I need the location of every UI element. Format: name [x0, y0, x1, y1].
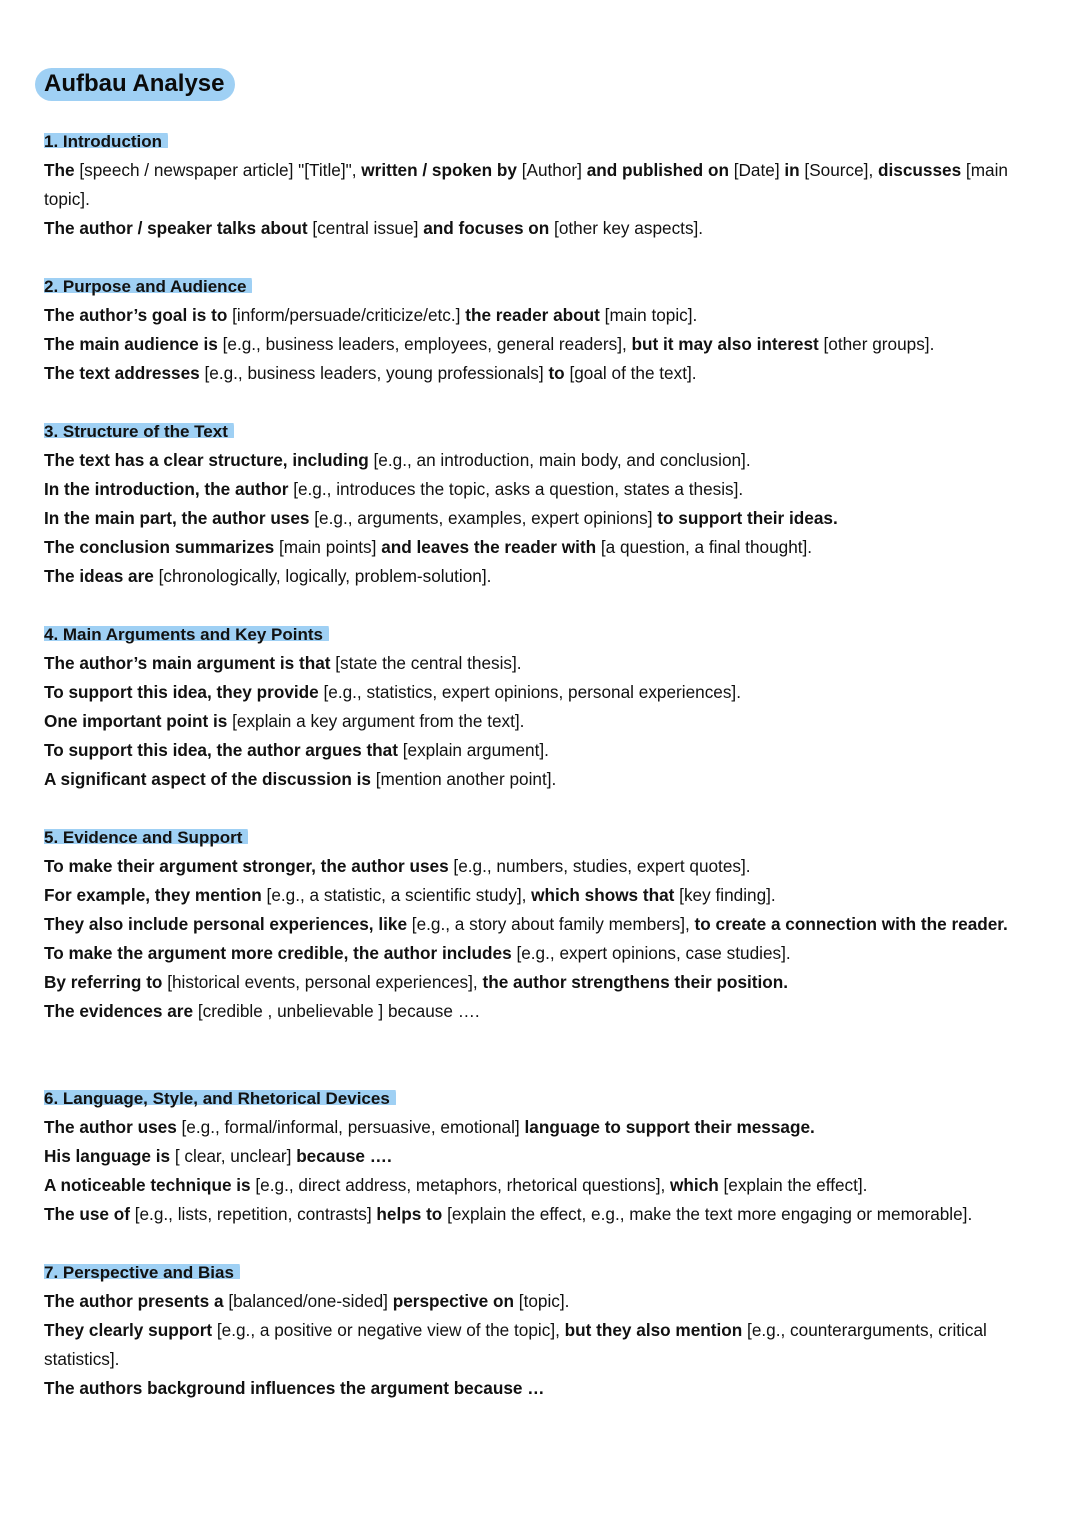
- text-line: [44, 359, 1044, 388]
- text-line: [44, 301, 1044, 330]
- text-phrase: [e.g., business leaders, employees, general readers],: [217, 334, 632, 354]
- text-phrase: [explain the effect, e.g., make the text more engaging or memorable].: [442, 1204, 973, 1224]
- bold-phrase: to: [548, 363, 565, 383]
- bold-phrase: The: [44, 160, 75, 180]
- bold-phrase: To support this idea, they provide: [44, 682, 319, 702]
- text-phrase: [e.g., lists, repetition, contrasts]: [129, 1204, 377, 1224]
- text-phrase: [credible , unbelievable ] because ….: [193, 1001, 480, 1021]
- text-phrase: [e.g., a positive or negative view of the topic],: [212, 1320, 565, 1340]
- bold-phrase: the author strengthens their position.: [482, 972, 789, 992]
- bold-phrase: In the main part, the author uses: [44, 508, 310, 528]
- title-block: [35, 68, 235, 101]
- text-line: [44, 1171, 1044, 1200]
- bold-phrase: written / spoken by: [361, 160, 517, 180]
- text-line: [44, 1113, 1044, 1142]
- bold-phrase: but it may also interest: [631, 334, 819, 354]
- text-line: [44, 910, 1044, 939]
- bold-phrase: His language is: [44, 1146, 171, 1166]
- bold-phrase: The author uses: [44, 1117, 177, 1137]
- bold-phrase: and focuses on: [423, 218, 550, 238]
- bold-phrase: The ideas are: [44, 566, 154, 586]
- text-phrase: [mention another point].: [370, 769, 557, 789]
- text-phrase: [e.g., formal/informal, persuasive, emotional]: [176, 1117, 525, 1137]
- bold-phrase: The main audience is: [44, 334, 218, 354]
- bold-phrase: For example, they mention: [44, 885, 262, 905]
- section-heading: 6. Language, Style, and Rhetorical Devices: [44, 1084, 396, 1113]
- text-line: [44, 475, 1044, 504]
- text-phrase: [inform/persuade/criticize/etc.]: [227, 305, 466, 325]
- bold-phrase: language to support their message.: [524, 1117, 815, 1137]
- bold-phrase: To make the argument more credible, the author includes: [44, 943, 512, 963]
- bold-phrase: which: [670, 1175, 719, 1195]
- text-line: [44, 1200, 1044, 1229]
- text-phrase: [main topic].: [599, 305, 698, 325]
- bold-phrase: the reader about: [465, 305, 600, 325]
- text-phrase: [Date]: [728, 160, 785, 180]
- text-phrase: [e.g., arguments, examples, expert opinions]: [309, 508, 658, 528]
- section-introduction: [44, 127, 1044, 243]
- text-phrase: [e.g., numbers, studies, expert quotes].: [448, 856, 751, 876]
- text-line: [44, 156, 1044, 214]
- text-phrase: [speech / newspaper article] "[Title]",: [74, 160, 362, 180]
- text-line: [44, 968, 1044, 997]
- text-line: [44, 852, 1044, 881]
- text-phrase: [e.g., introduces the topic, asks a question, states a thesis].: [288, 479, 744, 499]
- text-phrase: [central issue]: [307, 218, 424, 238]
- text-line: [44, 765, 1044, 794]
- text-phrase: [balanced/one-sided]: [223, 1291, 393, 1311]
- bold-phrase: The conclusion summarizes: [44, 537, 275, 557]
- text-line: [44, 649, 1044, 678]
- bold-phrase: The author presents a: [44, 1291, 224, 1311]
- text-phrase: [e.g., an introduction, main body, and conclusion].: [368, 450, 751, 470]
- section-language-style: [44, 1084, 1044, 1229]
- text-phrase: [state the central thesis].: [330, 653, 522, 673]
- text-phrase: [goal of the text].: [564, 363, 697, 383]
- bold-phrase: To make their argument stronger, the author uses: [44, 856, 449, 876]
- text-phrase: [e.g., business leaders, young professionals]: [199, 363, 549, 383]
- bold-phrase: A noticeable technique is: [44, 1175, 251, 1195]
- text-line: [44, 939, 1044, 968]
- text-phrase: [ clear, unclear]: [170, 1146, 297, 1166]
- bold-phrase: The author’s goal is to: [44, 305, 228, 325]
- text-line: [44, 214, 1044, 243]
- bold-phrase: They also include personal experiences, like: [44, 914, 408, 934]
- section-purpose-audience: [44, 272, 1044, 388]
- bold-phrase: helps to: [376, 1204, 443, 1224]
- bold-phrase: By referring to: [44, 972, 163, 992]
- section-heading: 7. Perspective and Bias: [44, 1258, 240, 1287]
- text-phrase: [other groups].: [818, 334, 935, 354]
- bold-phrase: In the introduction, the author: [44, 479, 289, 499]
- text-line: [44, 1316, 1044, 1374]
- text-line: [44, 707, 1044, 736]
- text-line: [44, 1287, 1044, 1316]
- text-line: [44, 1142, 1044, 1171]
- text-line: [44, 1374, 1044, 1403]
- bold-phrase: The author / speaker talks about: [44, 218, 308, 238]
- text-phrase: [e.g., a story about family members],: [407, 914, 695, 934]
- bold-phrase: The author’s main argument is that: [44, 653, 331, 673]
- page-title: Aufbau Analyse: [35, 68, 235, 101]
- text-line: [44, 533, 1044, 562]
- bold-phrase: To support this idea, the author argues that: [44, 740, 398, 760]
- section-heading: 3. Structure of the Text: [44, 417, 234, 446]
- bold-phrase: and leaves the reader with: [381, 537, 597, 557]
- text-phrase: [explain argument].: [397, 740, 549, 760]
- section-heading: 1. Introduction: [44, 127, 168, 156]
- bold-phrase: to support their ideas.: [657, 508, 838, 528]
- text-line: [44, 446, 1044, 475]
- bold-phrase: because ….: [296, 1146, 392, 1166]
- section-heading: 2. Purpose and Audience: [44, 272, 252, 301]
- bold-phrase: perspective on: [392, 1291, 515, 1311]
- text-phrase: [e.g., counterarguments, critical statistics].: [44, 1320, 987, 1369]
- text-line: [44, 330, 1044, 359]
- bold-phrase: The text addresses: [44, 363, 200, 383]
- text-phrase: [historical events, personal experiences],: [162, 972, 483, 992]
- text-phrase: [main topic].: [44, 160, 1008, 209]
- bold-phrase: which shows that: [531, 885, 675, 905]
- text-phrase: [e.g., statistics, expert opinions, personal experiences].: [318, 682, 741, 702]
- bold-phrase: in: [784, 160, 800, 180]
- text-phrase: [e.g., expert opinions, case studies].: [511, 943, 791, 963]
- text-phrase: [key finding].: [674, 885, 776, 905]
- text-line: [44, 881, 1044, 910]
- text-phrase: [chronologically, logically, problem-solution].: [153, 566, 492, 586]
- bold-phrase: The evidences are: [44, 1001, 194, 1021]
- text-phrase: [a question, a final thought].: [596, 537, 813, 557]
- bold-phrase: One important point is: [44, 711, 228, 731]
- text-phrase: [explain a key argument from the text].: [227, 711, 525, 731]
- text-line: [44, 504, 1044, 533]
- bold-phrase: and published on: [586, 160, 729, 180]
- text-phrase: [e.g., a statistic, a scientific study],: [261, 885, 532, 905]
- bold-phrase: A significant aspect of the discussion is: [44, 769, 371, 789]
- text-phrase: [Source],: [799, 160, 878, 180]
- text-line: [44, 997, 1044, 1026]
- section-heading: 5. Evidence and Support: [44, 823, 248, 852]
- section-heading: 4. Main Arguments and Key Points: [44, 620, 329, 649]
- text-line: [44, 562, 1044, 591]
- bold-phrase: They clearly support: [44, 1320, 213, 1340]
- section-structure: [44, 417, 1044, 591]
- text-phrase: [main points]: [274, 537, 382, 557]
- section-perspective-bias: [44, 1258, 1044, 1403]
- text-phrase: [other key aspects].: [549, 218, 704, 238]
- text-phrase: [topic].: [514, 1291, 570, 1311]
- bold-phrase: The authors background influences the argument because …: [44, 1378, 545, 1398]
- bold-phrase: but they also mention: [564, 1320, 743, 1340]
- bold-phrase: The text has a clear structure, including: [44, 450, 369, 470]
- section-main-arguments: [44, 620, 1044, 794]
- text-phrase: [Author]: [516, 160, 587, 180]
- text-phrase: [explain the effect].: [718, 1175, 868, 1195]
- text-line: [44, 678, 1044, 707]
- bold-phrase: to create a connection with the reader.: [694, 914, 1008, 934]
- text-line: [44, 736, 1044, 765]
- bold-phrase: The use of: [44, 1204, 130, 1224]
- bold-phrase: discusses: [878, 160, 962, 180]
- text-phrase: [e.g., direct address, metaphors, rhetorical questions],: [250, 1175, 671, 1195]
- section-evidence-support: [44, 823, 1044, 1026]
